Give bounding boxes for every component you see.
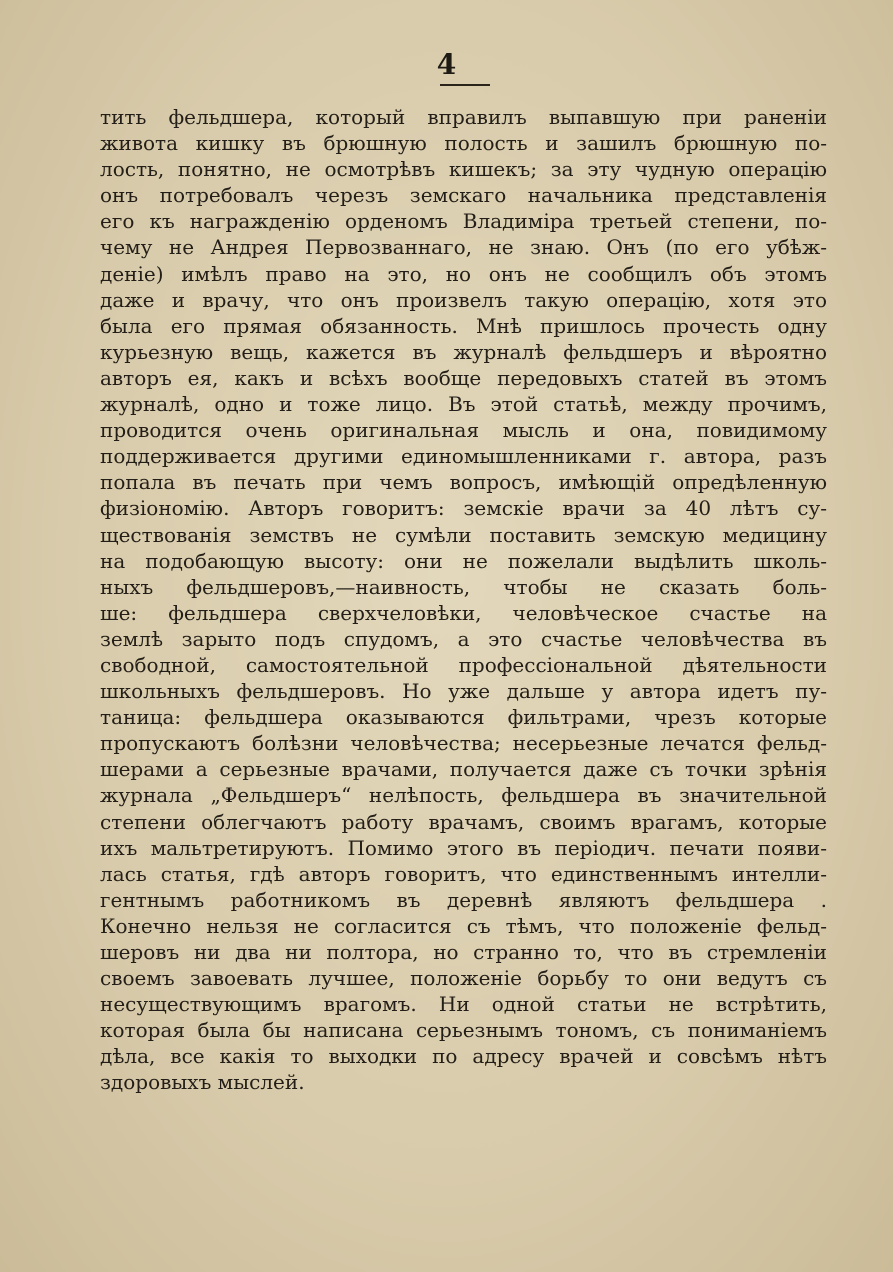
text-line: несуществующимъ врагомъ. Ни одной статьи не встрѣтить, <box>100 992 827 1017</box>
text-line: была его прямая обязанность. Мнѣ пришлось прочесть одну <box>100 313 827 338</box>
text-line: попала въ печать при чемъ вопросъ, имѣющій опредѣленную <box>100 470 827 495</box>
text-line: ихъ мальтретируютъ. Помимо этого въ періодич. печати появи- <box>100 835 827 860</box>
text-line: журналѣ, одно и тоже лицо. Въ этой статьѣ, между прочимъ, <box>100 392 827 417</box>
text-line: журнала „Фельдшеръ“ нелѣпость, фельдшера въ значительной <box>100 783 827 808</box>
text-line: тить фельдшера, который вправилъ выпавшую при раненіи <box>100 105 827 129</box>
text-line: деніе) имѣлъ право на это, но онъ не сообщилъ объ этомъ <box>100 261 827 286</box>
body-text <box>100 104 827 1096</box>
text-line: школьныхъ фельдшеровъ. Но уже дальше у автора идетъ пу- <box>100 679 827 704</box>
text-line: проводится очень оригинальная мысль и она, повидимому <box>100 418 827 443</box>
text-line: шеровъ ни два ни полтора, но странно то, что въ стремленіи <box>100 940 827 964</box>
text-line: на подобающую высоту: они не пожелали выдѣлить школь- <box>100 548 827 573</box>
text-line: Конечно нельзя не согласится съ тѣмъ, что положеніе фельд- <box>100 913 827 938</box>
text-line: своемъ завоевать лучшее, положеніе борьбу то они ведутъ съ <box>100 966 827 991</box>
text-line: онъ потребовалъ черезъ земскаго начальника представленія <box>100 183 827 208</box>
text-line: чему не Андрея Первозваннаго, не знаю. Онъ (по его убѣж- <box>100 235 827 260</box>
text-line: которая была бы написана серьезнымъ тономъ, съ пониманіемъ <box>100 1018 827 1043</box>
text-line: пропускаютъ болѣзни человѣчества; несерьезные лечатся фельд- <box>100 731 827 756</box>
text-line: землѣ зарыто подъ спудомъ, а это счастье человѣчества въ <box>100 626 827 651</box>
text-line: ществованія земствъ не сумѣли поставить земскую медицину <box>100 522 827 547</box>
text-line: лась статья, гдѣ авторъ говоритъ, что единственнымъ интелли- <box>100 861 827 886</box>
text-line: шерами а серьезные врачами, получается даже съ точки зрѣнія <box>100 757 827 782</box>
text-line: дѣла, все какія то выходки по адресу врачей и совсѣмъ нѣтъ <box>100 1044 827 1069</box>
text-line: гентнымъ работникомъ въ деревнѣ являютъ фельдшера . <box>100 887 827 912</box>
text-line: даже и врачу, что онъ произвелъ такую операцію, хотя это <box>100 287 827 312</box>
text-line: степени облегчаютъ работу врачамъ, своимъ врагамъ, которые <box>100 809 827 834</box>
page-number-underline <box>440 84 490 86</box>
text-line: лость, понятно, не осмотрѣвъ кишекъ; за эту чудную операцію <box>100 157 827 182</box>
text-line: живота кишку въ брюшную полость и зашилъ брюшную по- <box>100 131 827 156</box>
text-line: здоровыхъ мыслей. <box>100 1070 305 1095</box>
text-line: ныхъ фельдшеровъ,—наивность, чтобы не сказать боль- <box>100 574 827 599</box>
text-line: поддерживается другими единомышленниками г. автора, разъ <box>100 444 827 469</box>
text-line: таница: фельдшера оказываются фильтрами, чрезъ которые <box>100 705 827 730</box>
text-line: свободной, самостоятельной профессіональной дѣятельности <box>100 652 827 677</box>
text-line: ше: фельдшера сверхчеловѣки, человѣческое счастье на <box>100 600 827 625</box>
page-number: 4 <box>436 48 457 81</box>
text-line: физіономію. Авторъ говоритъ: земскіе врачи за 40 лѣтъ су- <box>100 496 827 521</box>
text-line: курьезную вещь, кажется въ журналѣ фельдшеръ и вѣроятно <box>100 339 827 364</box>
text-line: авторъ ея, какъ и всѣхъ вообще передовыхъ статей въ этомъ <box>100 365 827 390</box>
text-line: его къ награжденію орденомъ Владиміра третьей степени, по- <box>100 209 827 234</box>
